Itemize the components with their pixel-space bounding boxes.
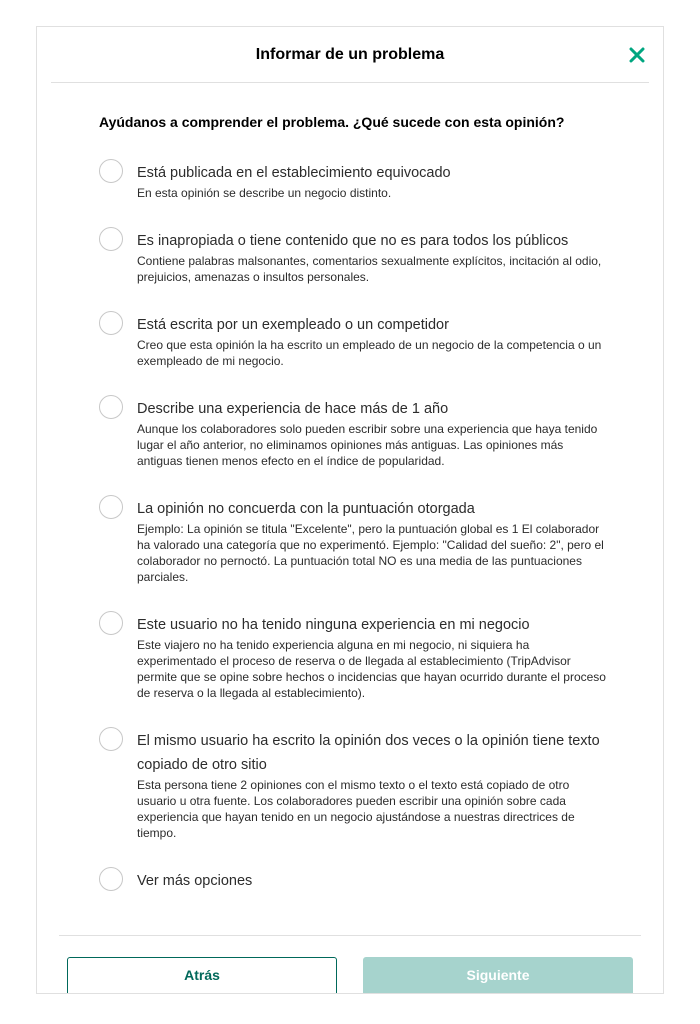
- option-title: Está publicada en el establecimiento equivocado: [137, 165, 451, 181]
- radio-button[interactable]: [99, 867, 123, 891]
- option-title: Está escrita por un exempleado o un competidor: [137, 317, 449, 333]
- back-button[interactable]: Atrás: [67, 957, 337, 994]
- radio-button[interactable]: [99, 495, 123, 519]
- question-heading: Ayúdanos a comprender el problema. ¿Qué sucede con esta opinión?: [99, 114, 565, 130]
- option-title: Ver más opciones: [137, 873, 253, 889]
- radio-button[interactable]: [99, 159, 123, 183]
- option-title: El mismo usuario ha escrito la opinión dos veces o la opinión tiene texto copiado de otro sitio: [137, 733, 600, 773]
- dialog-header: [51, 27, 649, 83]
- next-button[interactable]: Siguiente: [363, 957, 633, 994]
- option-description: En esta opinión se describe un negocio distinto.: [137, 186, 392, 200]
- option-description: Ejemplo: La opinión se titula "Excelente", pero la puntuación global es 1 El colaborador ha valorado una categoría que no experimentó. Ejemplo: "Calidad del sueño: 2", pero el colaborador no pernoctó. La puntuación total NO es una media de las puntuaciones parciales.: [137, 522, 604, 584]
- option-description: Aunque los colaboradores solo pueden escribir sobre una experiencia que haya tenido lugar el año anterior, no eliminamos opiniones más antiguas. Las opiniones más antiguas tienen menos efecto en el índice de popularidad.: [137, 422, 598, 468]
- option-title: La opinión no concuerda con la puntuación otorgada: [137, 501, 475, 517]
- option-description: Creo que esta opinión la ha escrito un empleado de un negocio de la competencia o un exempleado de mi negocio.: [137, 338, 602, 368]
- radio-button[interactable]: [99, 395, 123, 419]
- option-description: Esta persona tiene 2 opiniones con el mismo texto o el texto está copiado de otro usuario u otra fuente. Los colaboradores pueden escribir una opinión sobre cada experiencia que hayan tenido en un negocio ajustándose a nuestras directrices de tiempo.: [137, 778, 575, 840]
- radio-button[interactable]: [99, 611, 123, 635]
- option-description: Contiene palabras malsonantes, comentarios sexualmente explícitos, incitación al odio, prejuicios, amenazas o insultos personales.: [137, 254, 602, 284]
- radio-button[interactable]: [99, 311, 123, 335]
- report-dialog: [36, 26, 664, 994]
- footer-divider: [59, 935, 641, 936]
- option-description: Este viajero no ha tenido experiencia alguna en mi negocio, ni siquiera ha experimentado el proceso de reserva o de llegada al establecimiento (TripAdvisor permite que se opine sobre hechos o incidencias que hayan ocurrido durante el proceso de reserva o la llegada al establecimiento).: [137, 638, 606, 700]
- close-icon[interactable]: [625, 43, 649, 67]
- radio-button[interactable]: [99, 727, 123, 751]
- dialog-title: Informar de un problema: [255, 46, 445, 63]
- radio-button[interactable]: [99, 227, 123, 251]
- option-title: Describe una experiencia de hace más de 1 año: [137, 401, 449, 417]
- option-title: Este usuario no ha tenido ninguna experiencia en mi negocio: [137, 617, 530, 633]
- option-title: Es inapropiada o tiene contenido que no es para todos los públicos: [137, 233, 569, 249]
